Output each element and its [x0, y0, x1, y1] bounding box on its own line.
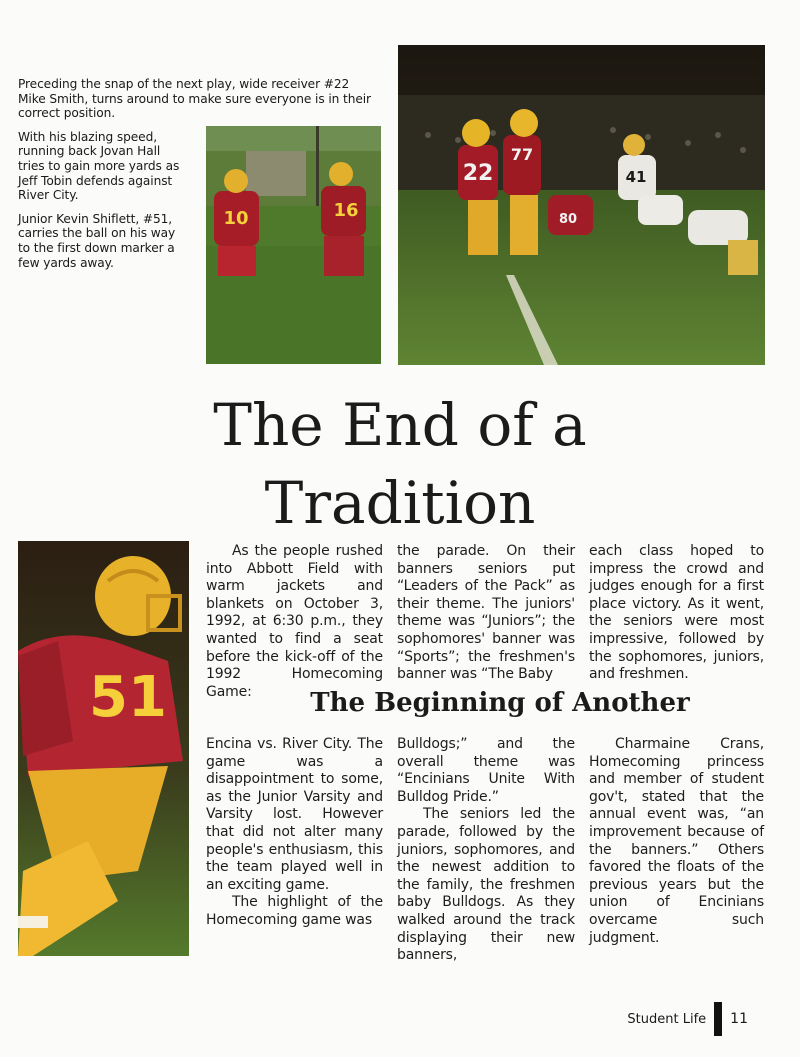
- photo-line-of-scrimmage: [398, 45, 765, 365]
- article-text: Encina vs. River City. The game was a disappointment to some, as the Junior Varsity and Varsity lost. However that did not alter many people's enthusiasm, this the team played well in an exciting game.: [206, 736, 383, 893]
- section-label: Student Life: [627, 1011, 707, 1027]
- caption-ball-carrier: Junior Kevin Shiflett, #51, carries the ball on his way to the first down marker a few yards away.: [18, 211, 176, 270]
- jersey-number: 41: [625, 168, 647, 186]
- jersey-number: 16: [333, 200, 359, 221]
- article-text: each class hoped to impress the crowd and judges enough for a first place victory. As it went, the seniors were most impressive, followed by the sophomores, juniors, and freshmen.: [589, 543, 764, 683]
- article-text: Bulldogs;” and the overall theme was “Encinians Unite With Bulldog Pride.”: [397, 736, 575, 805]
- article-text: The seniors led the parade, followed by the juniors, sophomores, and the newest addition to the family, the freshmen baby Bulldogs. As they walked around the track displaying their new banners,: [397, 806, 575, 964]
- jersey-number: 10: [223, 208, 249, 229]
- photo-running-back: [206, 126, 381, 364]
- page-number: 11: [730, 1011, 748, 1027]
- page-title: [120, 386, 680, 542]
- article-text: Charmaine Crans, Homecoming princess and member of student gov't, stated that the annual event was, “an improvement because of the banners.” Others favored the floats of the previous years but the union of Encinians overcame such judgment.: [589, 736, 764, 946]
- title-line-2: Tradition: [264, 469, 536, 537]
- subheadline: The Beginning of Another: [310, 688, 690, 718]
- article-lower-col-1: [206, 736, 383, 930]
- article-upper-col-3: [589, 543, 764, 684]
- article-upper-col-2: [397, 543, 575, 684]
- article-text: The highlight of the Homecoming game was: [206, 894, 383, 928]
- photo-ball-carrier: [18, 541, 189, 956]
- footer-divider-bar: [714, 1002, 722, 1036]
- caption-running-back: With his blazing speed, running back Jovan Hall tries to gain more yards as Jeff Tobin defends against River City.: [18, 129, 180, 203]
- jersey-number: 51: [89, 665, 167, 730]
- article-upper-col-1: [206, 543, 383, 701]
- jersey-number: 77: [510, 145, 534, 164]
- article-lower-col-3: [589, 736, 764, 947]
- article-text: As the people rushed into Abbott Field with warm jackets and blankets on October 3, 1992, at 6:30 p.m., they wanted to find a seat before the kick-off of the 1992 Homecoming Game:: [206, 543, 383, 700]
- page-footer: [627, 1002, 748, 1036]
- jersey-number: 22: [462, 161, 494, 186]
- article-lower-col-2: [397, 736, 575, 965]
- article-text: the parade. On their banners seniors put “Leaders of the Pack” as their theme. The juniors' theme was “Juniors”; the sophomores' banner was “Sports”; the freshmen's banner was “The Baby: [397, 543, 575, 683]
- caption-wide-receiver: Preceding the snap of the next play, wide receiver #22 Mike Smith, turns around to make sure everyone is in their correct position.: [18, 77, 371, 121]
- jersey-number: 80: [558, 212, 578, 227]
- title-line-1: The End of a: [213, 391, 587, 459]
